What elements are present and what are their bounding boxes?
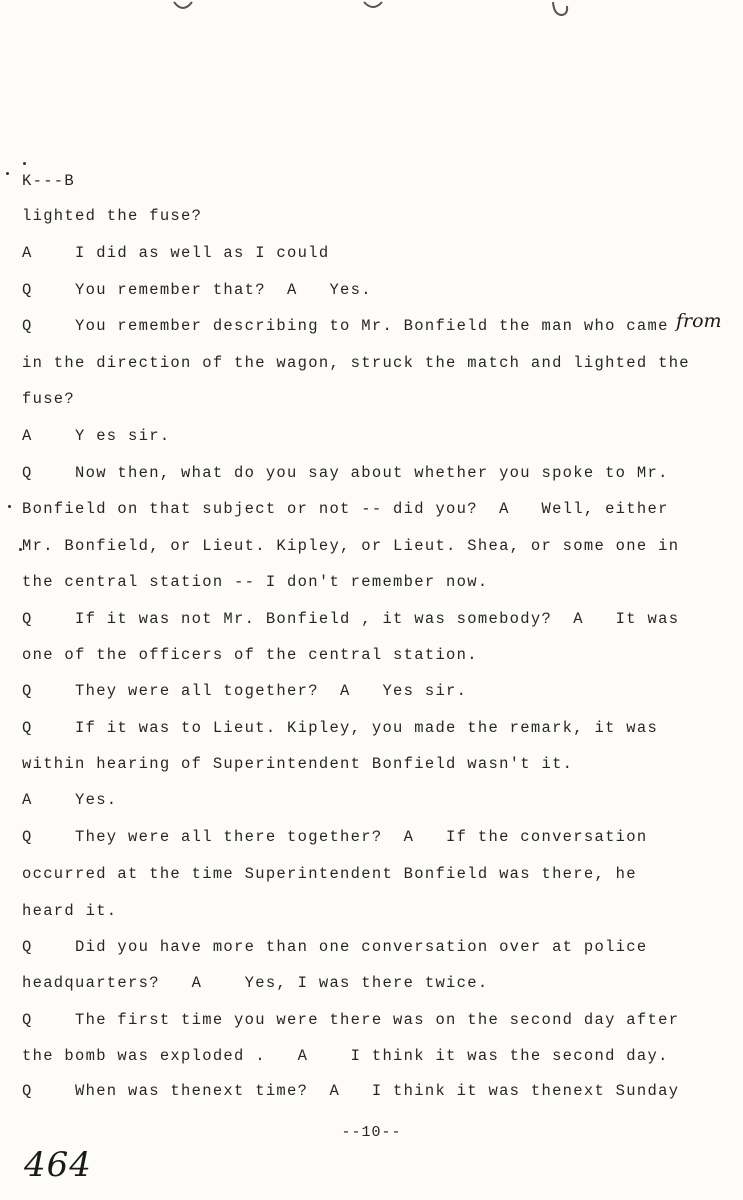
binding-hole-mark xyxy=(172,0,194,14)
binding-hole-mark xyxy=(550,0,570,18)
header-ref: K---B xyxy=(22,172,76,190)
margin-dot xyxy=(6,172,9,175)
text-line: Q Now then, what do you say about whether you spoke to Mr. xyxy=(22,464,669,482)
text-line: lighted the fuse? xyxy=(22,207,203,225)
text-line: in the direction of the wagon, struck the match and lighted the xyxy=(22,354,690,372)
margin-dot xyxy=(8,505,11,508)
text-line: headquarters? A Yes, I was there twice. xyxy=(22,974,489,992)
page-number: --10-- xyxy=(341,1124,402,1141)
text-line: Q You remember describing to Mr. Bonfield the man who came xyxy=(22,317,669,335)
text-line: Q When was thenext time? A I think it was thenext Sunday xyxy=(22,1082,680,1100)
text-line: Q Did you have more than one conversation over at police xyxy=(22,938,648,956)
binding-hole-mark xyxy=(362,0,384,12)
text-line: Q They were all together? A Yes sir. xyxy=(22,682,468,700)
text-line: Q You remember that? A Yes. xyxy=(22,281,372,299)
text-line: A Yes. xyxy=(22,791,118,809)
text-line: heard it. xyxy=(22,902,118,920)
text-line: Bonfield on that subject or not -- did you? A Well, either xyxy=(22,500,669,518)
handwritten-insert: from xyxy=(676,310,722,332)
text-line: Q The first time you were there was on the second day after xyxy=(22,1011,680,1029)
text-line: Q If it was not Mr. Bonfield , it was somebody? A It was xyxy=(22,610,680,628)
text-line: fuse? xyxy=(22,390,76,408)
text-line: within hearing of Superintendent Bonfield wasn't it. xyxy=(22,755,574,773)
text-line: one of the officers of the central station. xyxy=(22,646,478,664)
text-line: A I did as well as I could xyxy=(22,244,330,262)
margin-dot xyxy=(23,162,26,165)
text-line: occurred at the time Superintendent Bonfield was there, he xyxy=(22,865,637,883)
text-line: Q They were all there together? A If the conversation xyxy=(22,828,648,846)
text-line: Q If it was to Lieut. Kipley, you made the remark, it was xyxy=(22,719,659,737)
text-line: A Y es sir. xyxy=(22,427,171,445)
text-line: the central station -- I don't remember now. xyxy=(22,573,489,591)
handwritten-page-number: 464 xyxy=(24,1145,92,1185)
text-line: Mr. Bonfield, or Lieut. Kipley, or Lieut. Shea, or some one in xyxy=(22,537,680,555)
text-line: the bomb was exploded . A I think it was the second day. xyxy=(22,1047,669,1065)
